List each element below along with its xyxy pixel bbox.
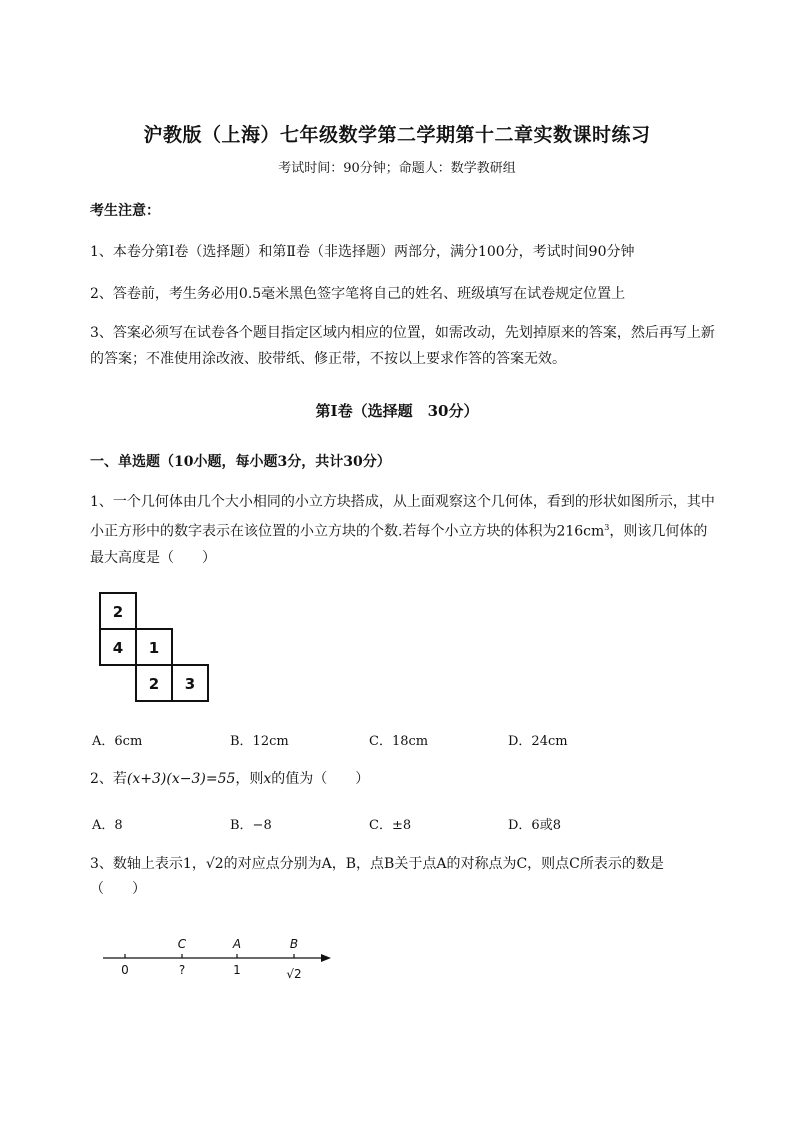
exam-subtitle: 考试时间：90分钟；命题人：数学教研组	[278, 161, 516, 176]
question-2-text-post: 的值为（ ）	[271, 771, 370, 787]
grid-number: 3	[184, 675, 196, 693]
question-2-option-a: A．8	[92, 818, 123, 833]
question-1-option-d: D．24cm	[508, 734, 568, 749]
grid-number: 2	[112, 603, 124, 621]
question-1-option-a: A．6cm	[92, 734, 143, 749]
question-2-text-pre: 2、若	[90, 771, 127, 787]
point-label-c: C	[177, 937, 187, 951]
number-line-arrow	[321, 954, 331, 962]
question-2-option-c: C．±8	[369, 818, 412, 833]
page-title: 沪教版（上海）七年级数学第二学期第十二章实数课时练习	[143, 124, 651, 146]
question-2-expression: (x+3)(x−3)=55	[126, 771, 236, 787]
question-1-option-c: C．18cm	[369, 734, 429, 749]
grid-number: 1	[148, 639, 160, 657]
point-label-a: A	[232, 937, 242, 951]
grid-number: 2	[148, 675, 160, 693]
tick-label-unknown: ?	[178, 963, 186, 977]
question-2-text	[90, 768, 369, 788]
notice-item-3: 3、答案必须写在试卷各个题目指定区域内相应的位置，如需改动，先划掉原来的答案，然后再写上新的答案；不准使用涂改液、胶带纸、修正带，不按以上要求作答的答案无效。	[90, 325, 715, 367]
question-2-option-b: B．−8	[230, 818, 272, 833]
question-1-superscript: 3	[604, 523, 610, 532]
question-2-variable: x	[263, 771, 272, 787]
question-1-text-pre: 1、一个几何体由几个大小相同的小立方块搭成，从上面观察这个几何体，看到的形状如图所示，其中小正方形中的数字表示在该位置的小立方块的个数.若每个小立方块的体积为216cm	[90, 494, 715, 540]
question-2-option-d: D．6或8	[508, 818, 561, 833]
question-3-line-1: 3、数轴上表示1，√2的对应点分别为A，B，点B关于点A的对称点为C，则点C所表示的数是	[90, 856, 664, 872]
tick-label-sqrt2: √2	[286, 967, 302, 981]
point-label-b: B	[289, 937, 299, 951]
question-1-option-b: B．12cm	[230, 734, 289, 749]
section-heading: 一、单选题（10小题，每小题3分，共计30分）	[90, 454, 391, 470]
notice-heading: 考生注意：	[90, 203, 160, 219]
number-line-figure	[95, 930, 345, 990]
question-1-text-post: ，则该几何体的最大高度是（ ）	[90, 523, 708, 566]
part-heading: 第I卷（选择题 30分）	[315, 402, 479, 420]
notice-item-1: 1、本卷分第I卷（选择题）和第Ⅱ卷（非选择题）两部分，满分100分，考试时间90分钟	[90, 244, 635, 260]
question-1-figure	[95, 588, 215, 708]
tick-label-1: 1	[233, 963, 241, 977]
notice-item-2: 2、答卷前，考生务必用0.5毫米黑色签字笔将自己的姓名、班级填写在试卷规定位置上	[90, 286, 626, 302]
question-3-line-2: （ ）	[90, 881, 146, 897]
question-1-text	[90, 489, 715, 571]
grid-number: 4	[112, 639, 124, 657]
tick-label-0: 0	[121, 963, 129, 977]
question-2-text-mid: ，则	[235, 771, 264, 787]
